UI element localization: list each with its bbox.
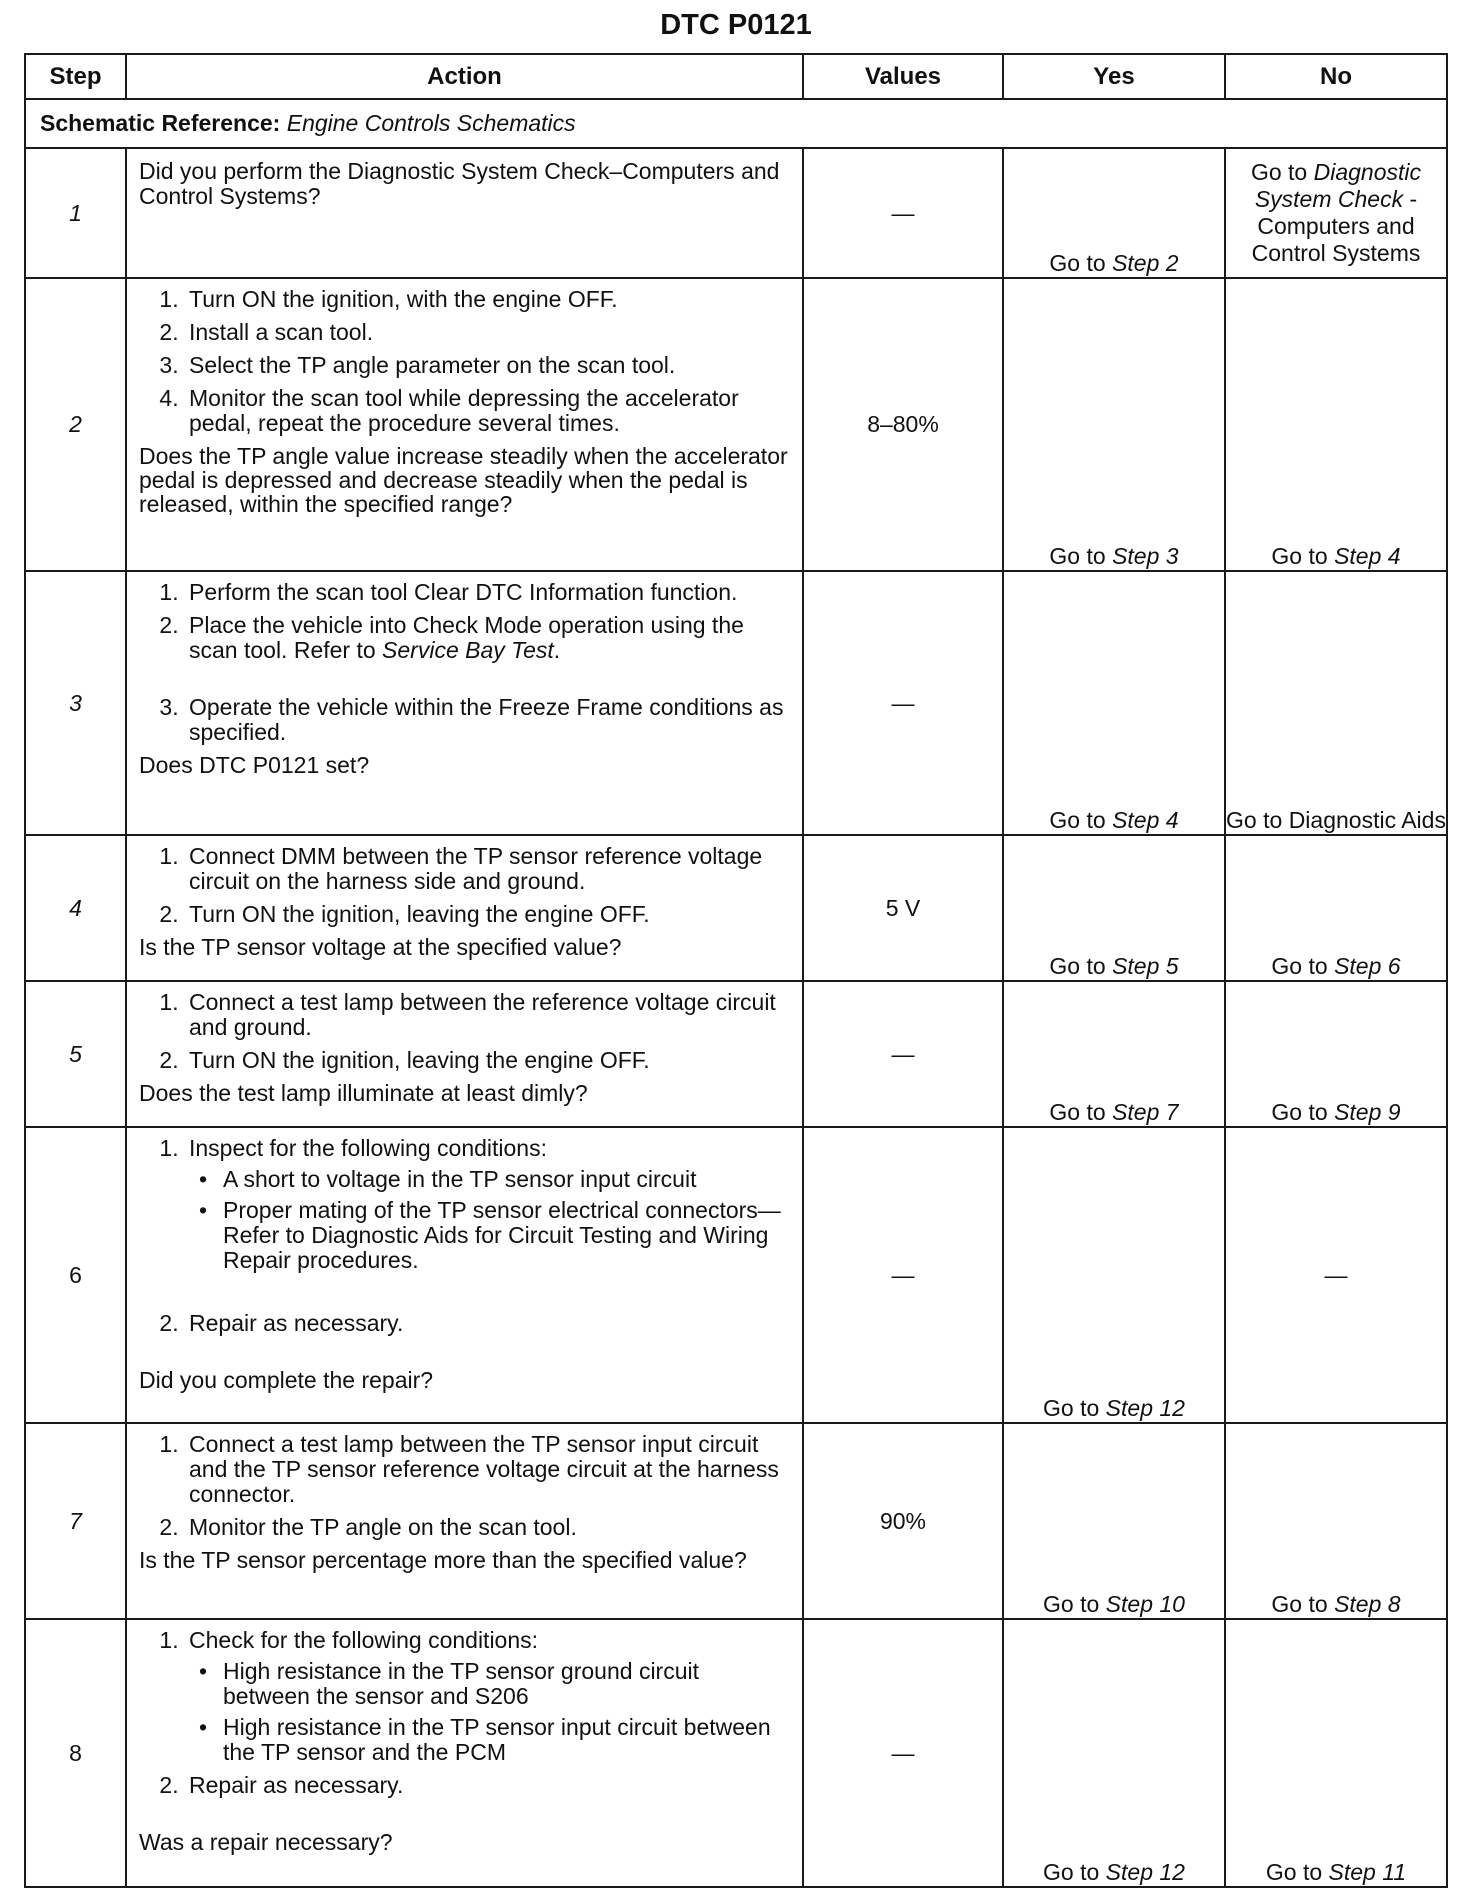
step-number: 1 <box>25 148 126 278</box>
action-question: Does DTC P0121 set? <box>139 752 370 778</box>
action-question: Does the test lamp illuminate at least dimly? <box>139 1080 588 1106</box>
header-no: No <box>1225 54 1447 99</box>
value-cell: 8–80% <box>803 278 1003 571</box>
value-cell: — <box>803 571 1003 835</box>
value-cell: — <box>803 148 1003 278</box>
action-step: 2. Place the vehicle into Check Mode operation using the scan tool. Refer to Service Bay Test. <box>185 613 792 687</box>
value-cell: — <box>803 1127 1003 1423</box>
no-step-link[interactable]: Step 11 <box>1328 1859 1407 1885</box>
no-prefix: Go to <box>1271 953 1328 979</box>
list-item <box>199 1197 792 1273</box>
no-cell: — <box>1225 1127 1447 1423</box>
yes-prefix: Go to <box>1043 1395 1100 1421</box>
bullet-icon: • <box>199 1658 208 1684</box>
no-cell <box>1225 835 1447 981</box>
action-cell <box>126 571 803 835</box>
service-bay-test-link[interactable]: Service Bay Test <box>382 637 554 663</box>
action-cell <box>126 981 803 1127</box>
yes-step-link[interactable]: Step 12 <box>1105 1859 1185 1885</box>
bullet-icon: • <box>199 1714 208 1740</box>
action-step: 3. Operate the vehicle within the Freeze Frame conditions as specified. <box>185 695 792 745</box>
step-number: 8 <box>25 1619 126 1887</box>
step-number: 2 <box>25 278 126 571</box>
yes-cell <box>1003 1619 1225 1887</box>
step-number: 3 <box>25 571 126 835</box>
action-cell <box>126 278 803 571</box>
step-number: 7 <box>25 1423 126 1619</box>
condition-text: Proper mating of the TP sensor electrical connectors—Refer to Diagnostic Aids for Circuit Testing and Wiring Repair procedures. <box>223 1197 781 1273</box>
no-step-link[interactable]: Step 4 <box>1334 543 1401 569</box>
yes-cell <box>1003 571 1225 835</box>
yes-step-link[interactable]: Step 3 <box>1112 543 1179 569</box>
no-cell <box>1225 278 1447 571</box>
action-steps <box>139 1432 792 1540</box>
yes-cell <box>1003 148 1225 278</box>
yes-prefix: Go to <box>1049 1099 1106 1125</box>
action-step: 1. Connect a test lamp between the TP sensor input circuit and the TP sensor reference voltage circuit at the harness connector. <box>185 1432 792 1507</box>
schematic-reference-row <box>25 99 1447 148</box>
value-cell: 90% <box>803 1423 1003 1619</box>
action-question: Does the TP angle value increase steadily when the accelerator pedal is depressed and decrease steadily when the pedal is released, within the specified range? <box>139 443 788 517</box>
table-row <box>25 278 1447 571</box>
action-steps <box>139 580 792 745</box>
action-step-text: Place the vehicle into Check Mode operation using the scan tool. Refer to <box>189 612 744 663</box>
table-row <box>25 835 1447 981</box>
bullet-icon: • <box>199 1197 208 1223</box>
action-step: 3. Select the TP angle parameter on the scan tool. <box>185 353 792 378</box>
header-action: Action <box>126 54 803 99</box>
action-step-text: Check for the following conditions: <box>189 1627 539 1653</box>
table-row <box>25 148 1447 278</box>
condition-text: High resistance in the TP sensor input circuit between the TP sensor and the PCM <box>223 1714 771 1765</box>
action-step: 2. Install a scan tool. <box>185 320 792 345</box>
condition-text: A short to voltage in the TP sensor input circuit <box>223 1166 697 1192</box>
value-cell: — <box>803 981 1003 1127</box>
page-title: DTC P0121 <box>660 9 812 41</box>
no-cell <box>1225 981 1447 1127</box>
action-steps <box>139 844 792 927</box>
header-row <box>25 54 1447 99</box>
action-step: 2. Monitor the TP angle on the scan tool. <box>185 1515 792 1540</box>
no-diagnostic-aids-link[interactable]: Go to Diagnostic Aids <box>1226 807 1446 833</box>
no-cell <box>1225 1619 1447 1887</box>
action-step: 2. Turn ON the ignition, leaving the engine OFF. <box>185 902 792 927</box>
yes-prefix: Go to <box>1049 807 1106 833</box>
no-cell <box>1225 148 1447 278</box>
no-prefix: Go to <box>1271 1099 1328 1125</box>
bullet-icon: • <box>199 1166 208 1192</box>
yes-step-link[interactable]: Step 7 <box>1112 1099 1179 1125</box>
value-cell: 5 V <box>803 835 1003 981</box>
value-cell: — <box>803 1619 1003 1887</box>
action-step-text: Inspect for the following conditions: <box>189 1135 547 1161</box>
no-step-link[interactable]: Step 6 <box>1334 953 1401 979</box>
action-cell <box>126 1127 803 1423</box>
no-step-link[interactable]: Diagnostic System Check <box>1254 159 1422 212</box>
yes-step-link[interactable]: Step 4 <box>1112 807 1179 833</box>
list-item <box>199 1658 792 1709</box>
action-step: 1. Perform the scan tool Clear DTC Information function. <box>185 580 792 605</box>
yes-prefix: Go to <box>1043 1591 1100 1617</box>
step-number: 6 <box>25 1127 126 1423</box>
yes-cell <box>1003 1423 1225 1619</box>
action-question: Was a repair necessary? <box>139 1829 393 1855</box>
action-step: 1. Turn ON the ignition, with the engine OFF. <box>185 287 792 312</box>
action-step <box>185 1136 792 1303</box>
yes-step-link[interactable]: Step 2 <box>1112 250 1179 276</box>
action-step: 2. Turn ON the ignition, leaving the engine OFF. <box>185 1048 792 1073</box>
table-row <box>25 571 1447 835</box>
action-steps <box>139 1136 792 1360</box>
action-step: 1. Connect a test lamp between the reference voltage circuit and ground. <box>185 990 792 1040</box>
step-number: 5 <box>25 981 126 1127</box>
no-prefix: Go to <box>1250 159 1308 185</box>
action-question: Is the TP sensor percentage more than the specified value? <box>139 1547 747 1573</box>
step-number: 4 <box>25 835 126 981</box>
header-yes: Yes <box>1003 54 1225 99</box>
table-row <box>25 1127 1447 1423</box>
no-cell <box>1225 1423 1447 1619</box>
no-cell <box>1225 571 1447 835</box>
action-steps <box>139 287 792 436</box>
action-cell <box>126 1423 803 1619</box>
yes-cell <box>1003 981 1225 1127</box>
yes-step-link[interactable]: Step 10 <box>1105 1591 1185 1617</box>
table-row <box>25 1423 1447 1619</box>
no-prefix: Go to <box>1271 1591 1328 1617</box>
yes-prefix: Go to <box>1049 953 1106 979</box>
action-step: 1. Connect DMM between the TP sensor reference voltage circuit on the harness side and ground. <box>185 844 792 894</box>
action-step <box>185 1628 792 1765</box>
action-question: Is the TP sensor voltage at the specified value? <box>139 934 622 960</box>
condition-list <box>189 1659 792 1765</box>
condition-text: High resistance in the TP sensor ground circuit between the sensor and S206 <box>223 1658 700 1709</box>
header-step: Step <box>25 54 126 99</box>
action-step: 4. Monitor the scan tool while depressing the accelerator pedal, repeat the procedure several times. <box>185 386 792 436</box>
list-item <box>199 1166 792 1192</box>
schematic-link[interactable]: Engine Controls Schematics <box>286 110 576 136</box>
action-steps <box>139 1628 792 1822</box>
no-step-link[interactable]: Step 8 <box>1334 1591 1401 1617</box>
action-cell <box>126 148 803 278</box>
list-item <box>199 1714 792 1765</box>
yes-cell <box>1003 835 1225 981</box>
action-step <box>185 1773 792 1822</box>
condition-list <box>189 1167 792 1273</box>
action-cell <box>126 1619 803 1887</box>
action-step <box>185 1311 792 1360</box>
yes-prefix: Go to <box>1049 250 1106 276</box>
action-question: Did you perform the Diagnostic System Check–Computers and Control Systems? <box>139 158 780 209</box>
yes-prefix: Go to <box>1043 1859 1100 1885</box>
no-prefix: Go to <box>1265 1859 1323 1885</box>
no-prefix: Go to <box>1271 543 1328 569</box>
action-steps <box>139 990 792 1073</box>
yes-cell <box>1003 1127 1225 1423</box>
action-step-text: Repair as necessary. <box>189 1310 404 1336</box>
yes-step-link[interactable]: Step 12 <box>1105 1395 1185 1421</box>
schematic-label: Schematic Reference: <box>40 110 281 136</box>
no-step-link[interactable]: Step 9 <box>1334 1099 1401 1125</box>
action-step-text: Repair as necessary. <box>189 1772 404 1798</box>
yes-cell <box>1003 278 1225 571</box>
dtc-procedure-table <box>24 53 1448 1888</box>
table-row <box>25 1619 1447 1887</box>
action-cell <box>126 835 803 981</box>
yes-prefix: Go to <box>1049 543 1106 569</box>
header-values: Values <box>803 54 1003 99</box>
table-row <box>25 981 1447 1127</box>
action-question: Did you complete the repair? <box>139 1367 434 1393</box>
yes-step-link[interactable]: Step 5 <box>1112 953 1179 979</box>
schematic-reference <box>25 99 1447 148</box>
no-suffix: - Computers and Control Systems <box>1251 186 1421 266</box>
